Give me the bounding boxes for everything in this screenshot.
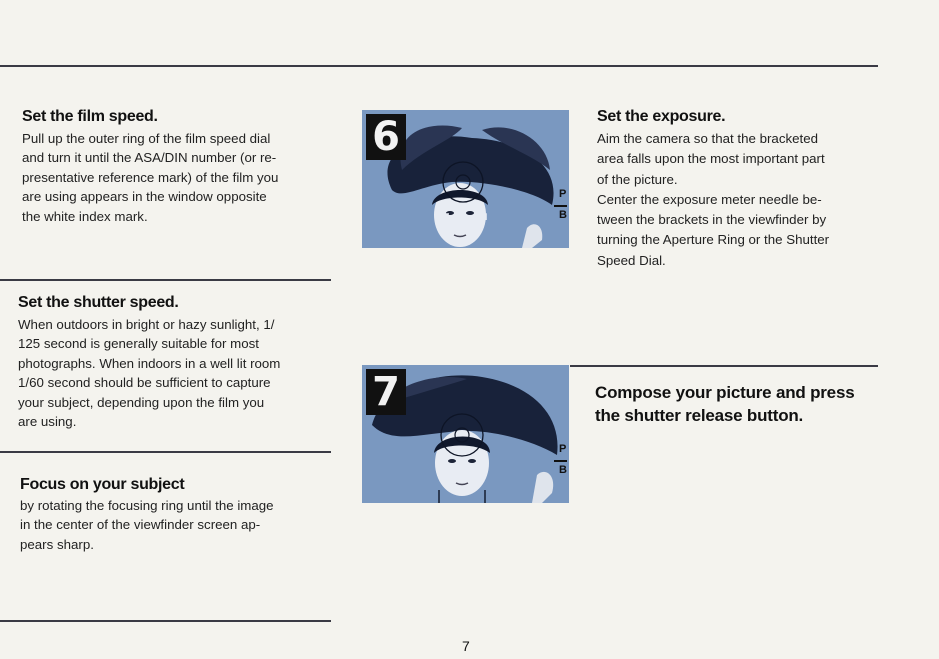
focus-heading: Focus on your subject [20,476,185,493]
viewfinder-b-label: B [559,464,567,476]
text-line: of the picture. [597,171,678,187]
text-line: in the center of the viewfinder screen ap- [20,517,261,533]
focus-text [20,496,330,554]
text-line: 125 second is generally suitable for most [18,336,259,352]
viewfinder-b-label: B [559,209,567,221]
divider-rule-right [570,365,878,367]
text-line: turning the Aperture Ring or the Shutter [597,232,830,248]
divider-rule-3 [0,620,331,622]
figure-number-badge: 7 [366,369,406,415]
text-line: are using. [18,414,77,430]
viewfinder-p-label: P [559,443,567,455]
film-speed-section [22,108,331,226]
shutter-speed-section [18,294,329,431]
film-speed-heading: Set the film speed. [22,108,158,125]
top-rule [0,65,878,67]
text-line: 1/60 second should be sufficient to capture [18,375,271,391]
viewfinder-p-label: P [559,188,567,200]
text-line: Speed Dial. [597,252,666,268]
compose-section [595,381,895,427]
page-number: 7 [462,638,470,654]
divider-rule-2 [0,451,331,453]
text-line: pears sharp. [20,536,94,552]
text-line: are using appears in the window opposite [22,189,267,205]
compose-line: the shutter release button. [595,406,804,425]
shutter-speed-heading: Set the shutter speed. [18,294,179,311]
text-line: your subject, depending upon the film you [18,394,265,410]
text-line: presentative reference mark) of the film you [22,169,279,185]
shutter-speed-text [18,315,329,431]
exposure-text [597,129,885,271]
text-line: area falls upon the most important part [597,151,825,167]
text-line: photographs. When indoors in a well lit room [18,355,281,371]
figure-number-badge: 6 [366,114,406,160]
film-speed-text [22,129,331,226]
exposure-section [597,108,885,271]
text-line: and turn it until the ASA/DIN number (or re- [22,150,277,166]
text-line: Center the exposure meter needle be- [597,191,822,207]
viewfinder-photo-6 [362,110,569,248]
viewfinder-photo-7 [362,365,569,503]
text-line: the white index mark. [22,208,148,224]
divider-rule-1 [0,279,331,281]
text-line: When outdoors in bright or hazy sunlight, 1/ [18,317,275,332]
text-line: Aim the camera so that the bracketed [597,131,818,146]
text-line: by rotating the focusing ring until the image [20,498,274,513]
text-line: tween the brackets in the viewfinder by [597,212,827,228]
focus-section [20,476,330,554]
exposure-heading: Set the exposure. [597,108,726,125]
compose-line: Compose your picture and press [595,383,855,402]
text-line: Pull up the outer ring of the film speed dial [22,131,271,146]
